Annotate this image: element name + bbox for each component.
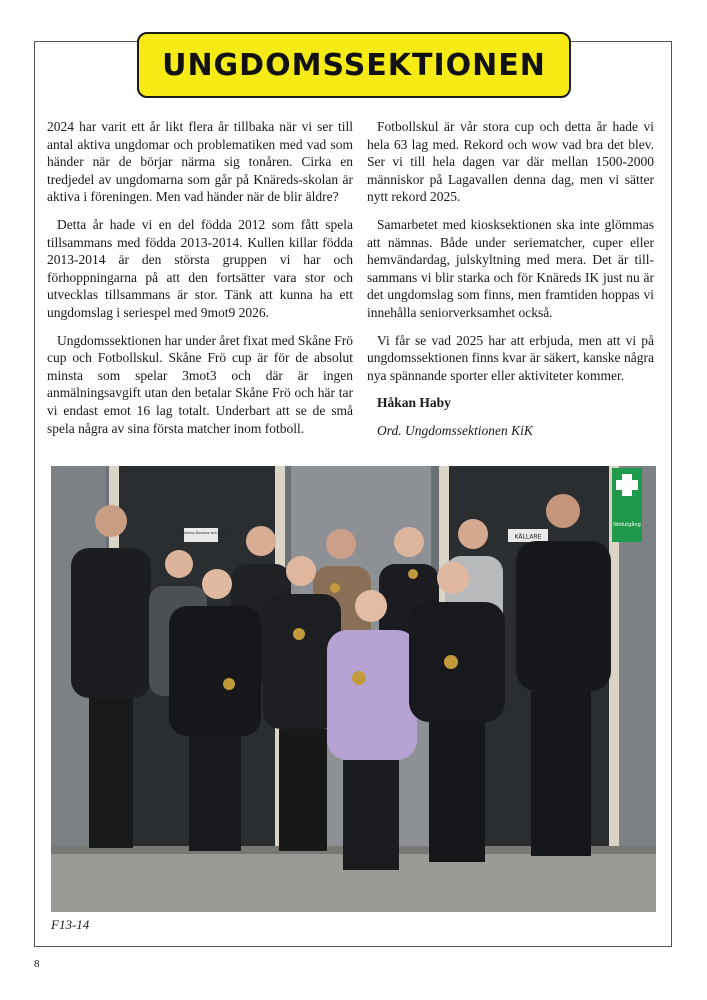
page-number: 8 <box>34 958 40 970</box>
paragraph: Samarbetet med kiosksektionen ska inte glömmas att nämnas. Både under seriematcher, cuper eller hemvändardag, julskyltning med mera. Det är till-sammans vi blir starka och för Knäreds IK just nu är det ungdomslag som finns, men framtiden hoppas vi innehålla seniorverksamhet också. <box>367 216 654 320</box>
section-banner <box>137 32 571 98</box>
exit-sign: Nödutgång <box>613 522 641 528</box>
team-photo <box>51 466 656 912</box>
author-role: Ord. Ungdomssektionen KiK <box>377 422 533 438</box>
paragraph: 2024 har varit ett år likt flera år tillbaka när vi ser till antal aktiva ungdomar och problematiken med vad som händer när de börjar närma sig tonåren. Cirka en tredjedel av ungdomarna som går på Knäreds-skolan är aktiva i föreningen. Men vad händer när de blir äldre? <box>47 119 353 205</box>
section-title: UNGDOMSSEKTIONEN <box>162 47 546 83</box>
photo-caption: F13-14 <box>51 917 90 932</box>
right-column <box>367 118 654 450</box>
paragraph: Vi får se vad 2025 har att erbjuda, men att vi på ungdomssektionen finns kvar är säkert, kanske några nya spännande sporter eller aktiviteter kommer. <box>367 332 654 383</box>
paragraph: Fotbollskul är vår stora cup och detta år hade vi hela 63 lag med. Rekord och wow vad bra det blev. Ser vi till hela dagen var där mellan 1500-2000 människor på Lagavallen denna dag, men vi sätter nytt rekord 2025. <box>367 119 654 205</box>
paragraph: Ungdomssektionen har under året fixat med Skåne Frö cup och Fotbollskul. Skåne Frö cup är för de absolut minsta som spelar 3mot3 och där är ingen anmälningsavgift utan den betalar Skåne Frö och här tar vi endast emot 16 lag totalt. Underbart att se de små spela några av sina första matcher inom fotboll. <box>47 332 353 436</box>
left-column <box>47 118 353 447</box>
author-name: Håkan Haby <box>377 395 451 411</box>
paragraph: Detta år hade vi en del födda 2012 som fått spela tillsammans med födda 2013-2014. Kullen killar födda 2013-2014 är den största gruppen vi har och förhoppningarna på att den fortsätter vara stor och utvecklas tillsammans är stor. Tänk att kunna ha ett ungdomslag i seriespel med 9mot9 2026. <box>47 216 353 320</box>
team-photo-illustration <box>51 466 656 912</box>
door-sign-right: KÄLLARE <box>514 533 542 541</box>
door-sign-left: Omklädning Domare och Besök <box>173 531 229 535</box>
